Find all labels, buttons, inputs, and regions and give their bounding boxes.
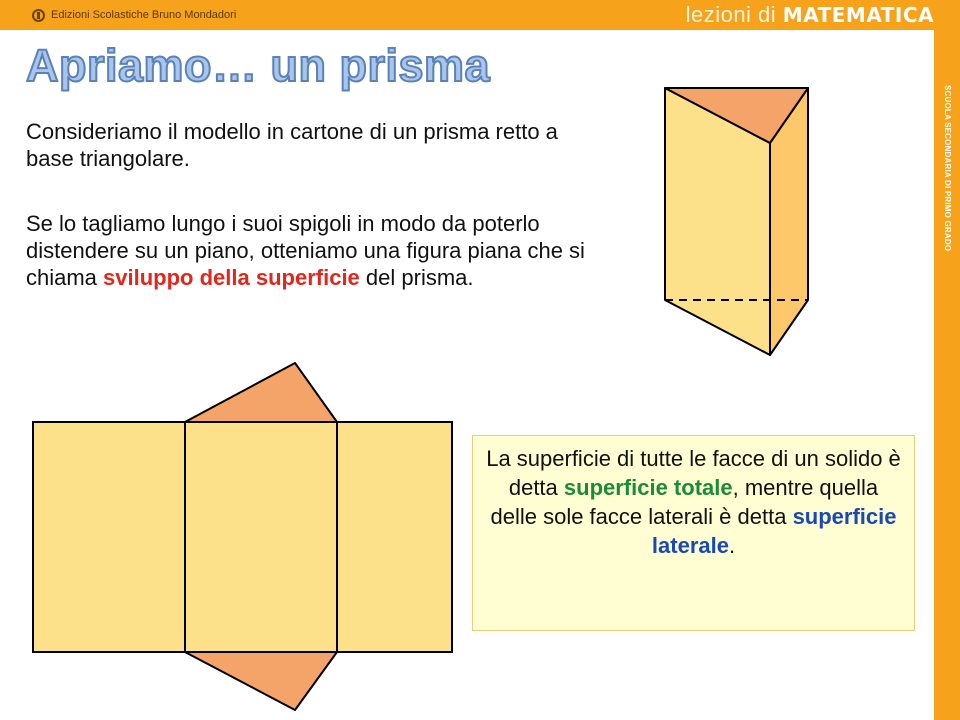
definition-box [472,435,915,631]
series-prefix: lezioni di [685,2,783,27]
triangular-prism-icon [665,88,808,355]
definition-text-3: . [728,533,736,558]
term-development: sviluppo della superficie [103,265,360,290]
net-left-face [33,422,185,652]
sidebar-label: SCUOLA SECONDARIA DI PRIMO GRADO [943,84,952,252]
term-total-surface: superficie totale [563,475,733,500]
term-lateral-surface: superficie laterale [651,504,897,558]
definition-text-1: La superficie di tutte le facce di un solido è detta [486,446,901,500]
page-title: Apriamo… un prisma [26,40,491,91]
definition-text-2: , mentre quella delle sole facce laterali è detta [490,475,879,529]
intro-paragraph: Consideriamo il modello in cartone di un prisma retto a base triangolare. [26,119,558,171]
series-name: MATEMATICA [782,3,934,27]
definition-text [483,444,904,560]
prism-net-icon [33,363,452,710]
net-right-face [337,422,452,652]
net-middle-face [185,422,337,652]
net-top-triangle [185,363,337,422]
net-bottom-triangle [185,652,337,710]
publisher-name: Edizioni Scolastiche Bruno Mondadori [51,9,237,21]
explanation-text-1: Se lo tagliamo lungo i suoi spigoli in modo da poterlo distendere su un piano, otteniamo una figura piana che si chiama [26,211,585,290]
explanation-text-2: del prisma. [359,265,474,290]
